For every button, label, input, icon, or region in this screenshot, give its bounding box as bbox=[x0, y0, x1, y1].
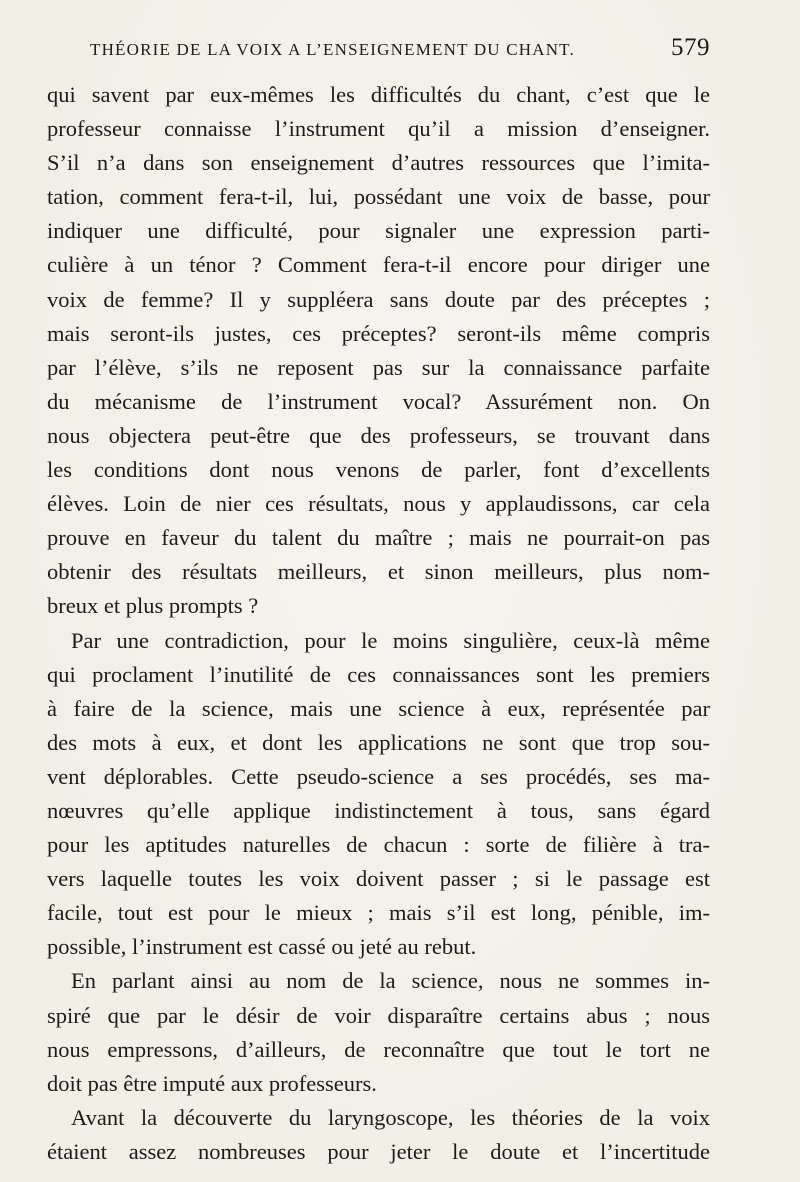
text-line: S’il n’a dans son enseignement d’autres ressources que l’imita- bbox=[47, 150, 710, 176]
text-line: spiré que par le désir de voir disparaître certains abus ; nous bbox=[47, 1002, 710, 1028]
text-line: nous objectera peut-être que des professeurs, se trouvant dans bbox=[47, 422, 710, 448]
text-line: qui proclament l’inutilité de ces connaissances sont les premiers bbox=[47, 661, 710, 687]
text-line: prouve en faveur du talent du maître ; mais ne pourrait-on pas bbox=[47, 525, 710, 551]
text-line: les conditions dont nous venons de parler, font d’excellents bbox=[47, 457, 710, 483]
text-line: obtenir des résultats meilleurs, et sinon meilleurs, plus nom- bbox=[47, 559, 710, 585]
text-line: professeur connaisse l’instrument qu’il a mission d’enseigner. bbox=[47, 116, 710, 142]
text-line: des mots à eux, et dont les applications ne sont que trop sou- bbox=[47, 729, 710, 755]
text-line: voix de femme? Il y suppléera sans doute par des préceptes ; bbox=[47, 286, 710, 312]
text-line: pour les aptitudes naturelles de chacun : sorte de filière à tra- bbox=[47, 832, 710, 858]
text-line: à faire de la science, mais une science à eux, représentée par bbox=[47, 695, 710, 721]
text-line: culière à un ténor ? Comment fera-t-il encore pour diriger une bbox=[47, 252, 710, 278]
text-line: facile, tout est pour le mieux ; mais s’il est long, pénible, im- bbox=[47, 900, 710, 926]
text-line: étaient assez nombreuses pour jeter le doute et l’incertitude bbox=[47, 1138, 710, 1164]
page-number: 579 bbox=[671, 34, 710, 61]
text-line: breux et plus prompts ? bbox=[47, 593, 259, 619]
text-line: vent déplorables. Cette pseudo-science a ses procédés, ses ma- bbox=[47, 763, 710, 789]
text-line: mais seront-ils justes, ces préceptes? seront-ils même compris bbox=[47, 320, 710, 346]
text-line: Par une contradiction, pour le moins singulière, ceux-là même bbox=[71, 627, 710, 653]
text-line: du mécanisme de l’instrument vocal? Assurément non. On bbox=[47, 388, 710, 414]
text-line: indiquer une difficulté, pour signaler une expression parti- bbox=[47, 218, 710, 244]
text-line: doit pas être imputé aux professeurs. bbox=[47, 1070, 377, 1096]
text-line: possible, l’instrument est cassé ou jeté au rebut. bbox=[47, 934, 477, 960]
text-line: qui savent par eux-mêmes les difficultés du chant, c’est que le bbox=[47, 82, 710, 107]
text-line: par l’élève, s’ils ne reposent pas sur la connaissance parfaite bbox=[47, 354, 710, 380]
text-line: Avant la découverte du laryngoscope, les théories de la voix bbox=[71, 1104, 710, 1130]
text-line: nœuvres qu’elle applique indistinctement à tous, sans égard bbox=[47, 797, 710, 823]
text-line: élèves. Loin de nier ces résultats, nous y applaudissons, car cela bbox=[47, 491, 710, 517]
body-text bbox=[47, 78, 710, 1169]
running-title: THÉORIE DE LA VOIX A L’ENSEIGNEMENT DU CHANT. bbox=[90, 40, 575, 59]
text-line: tation, comment fera-t-il, lui, possédant une voix de basse, pour bbox=[47, 184, 710, 210]
page-header bbox=[90, 34, 710, 64]
text-line: En parlant ainsi au nom de la science, nous ne sommes in- bbox=[71, 968, 710, 994]
text-line: vers laquelle toutes les voix doivent passer ; si le passage est bbox=[47, 866, 710, 892]
text-line: nous empressons, d’ailleurs, de reconnaître que tout le tort ne bbox=[47, 1036, 710, 1062]
